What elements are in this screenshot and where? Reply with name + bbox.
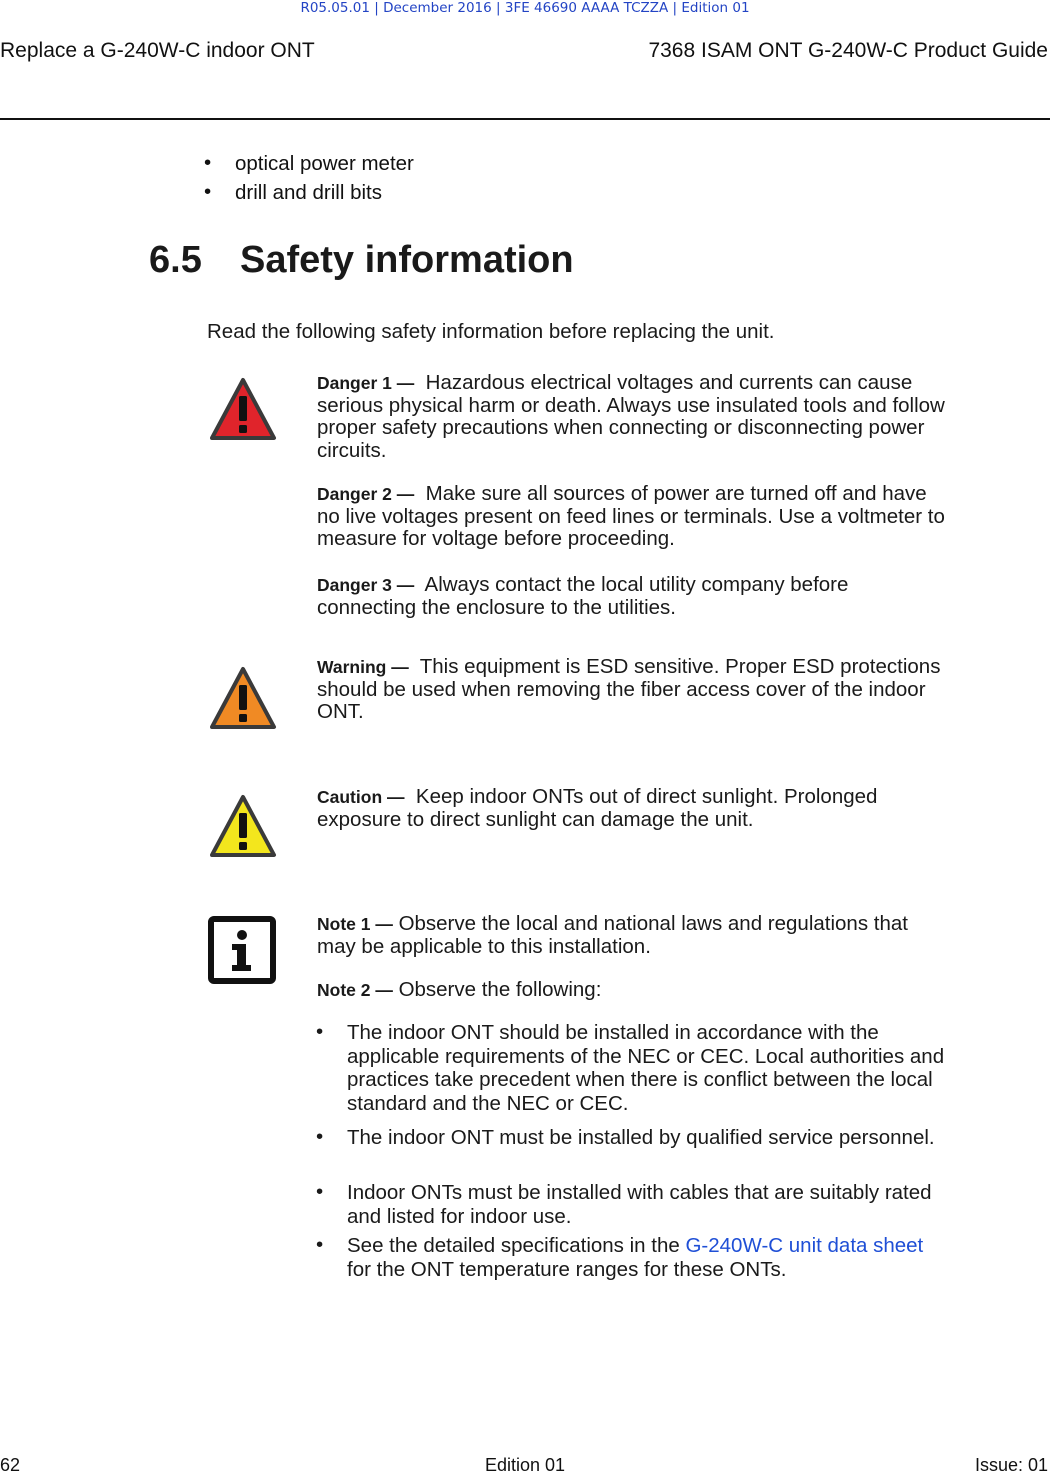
bullet-icon: • (316, 1233, 324, 1256)
note-1-text: Observe the local and national laws and regulations that may be applicable to this installation. (317, 912, 908, 958)
danger-icon (208, 376, 278, 447)
danger-2-text: Make sure all sources of power are turned off and have no live voltages present on feed lines or terminals. Use a voltmeter to measure for voltage before proceeding. (317, 482, 945, 550)
note-2-paragraph (317, 979, 947, 1002)
tool-item-text: drill and drill bits (235, 181, 382, 204)
warning-paragraph (317, 656, 947, 724)
footer-edition: Edition 01 (484, 1455, 566, 1475)
danger-3-paragraph (317, 574, 947, 619)
list-item (317, 1126, 947, 1150)
spec-text-before: See the detailed specifications in the (347, 1234, 686, 1257)
caution-label: Caution — (317, 787, 405, 807)
footer-issue: Issue: 01 (974, 1455, 1048, 1475)
note-bullet-text: The indoor ONT should be installed in accordance with the applicable requirements of the NEC or CEC. Local authorities and practices take precedent when there is conflict between the local standard and the NEC or CEC. (347, 1021, 945, 1115)
spec-text-after: for the ONT temperature ranges for these ONTs. (347, 1257, 787, 1281)
list-item (317, 1181, 947, 1228)
bullet-icon: • (204, 151, 212, 174)
danger-2-label: Danger 2 — (317, 484, 415, 504)
note-bullet-text: Indoor ONTs must be installed with cables that are suitably rated and listed for indoor use. (347, 1181, 932, 1228)
danger-1-label: Danger 1 — (317, 373, 415, 393)
caution-icon (208, 793, 278, 864)
footer-page-number: 62 (0, 1455, 21, 1475)
list-item (317, 1234, 947, 1281)
caution-paragraph (317, 786, 947, 831)
bullet-icon: • (316, 1020, 324, 1043)
bullet-icon: • (316, 1125, 324, 1148)
caution-text: Keep indoor ONTs out of direct sunlight. Prolonged exposure to direct sunlight can damage the unit. (317, 785, 878, 831)
note-1-paragraph (317, 913, 947, 958)
note-2-text: Observe the following: (398, 978, 602, 1001)
warning-label: Warning — (317, 657, 409, 677)
intro-paragraph: Read the following safety information before replacing the unit. (207, 320, 775, 343)
header-chapter-title: Replace a G-240W-C indoor ONT (0, 39, 315, 62)
note-1-label: Note 1 — (317, 914, 393, 934)
danger-1-text: Hazardous electrical voltages and currents can cause serious physical harm or death. Always use insulated tools and follow proper safety precautions when connecting or disconnecting power circuits. (317, 371, 945, 462)
warning-icon (208, 665, 278, 736)
danger-1-paragraph (317, 372, 947, 462)
tool-item-text: optical power meter (235, 152, 414, 175)
section-number: 6.5 (149, 239, 202, 281)
header-rule (0, 118, 1050, 120)
bullet-icon: • (204, 180, 212, 203)
warning-text: This equipment is ESD sensitive. Proper ESD protections should be used when removing the fiber access cover of the indoor ONT. (317, 655, 941, 723)
document-release-stamp: R05.05.01 | December 2016 | 3FE 46690 AAAA TCZZA | Edition 01 (300, 0, 750, 16)
info-note-icon (208, 916, 276, 989)
note-bullet-text (347, 1234, 947, 1281)
danger-3-label: Danger 3 — (317, 575, 415, 595)
header-guide-title: 7368 ISAM ONT G-240W-C Product Guide (648, 39, 1048, 62)
list-item (317, 1021, 947, 1115)
note-bullet-text: The indoor ONT must be installed by qualified service personnel. (347, 1126, 935, 1149)
danger-2-paragraph (317, 483, 947, 551)
section-title: Safety information (240, 239, 574, 281)
note-2-label: Note 2 — (317, 980, 393, 1000)
bullet-icon: • (316, 1180, 324, 1203)
danger-3-text: Always contact the local utility company before connecting the enclosure to the utilities. (317, 573, 849, 619)
unit-data-sheet-link[interactable]: G-240W-C unit data sheet (685, 1234, 924, 1257)
